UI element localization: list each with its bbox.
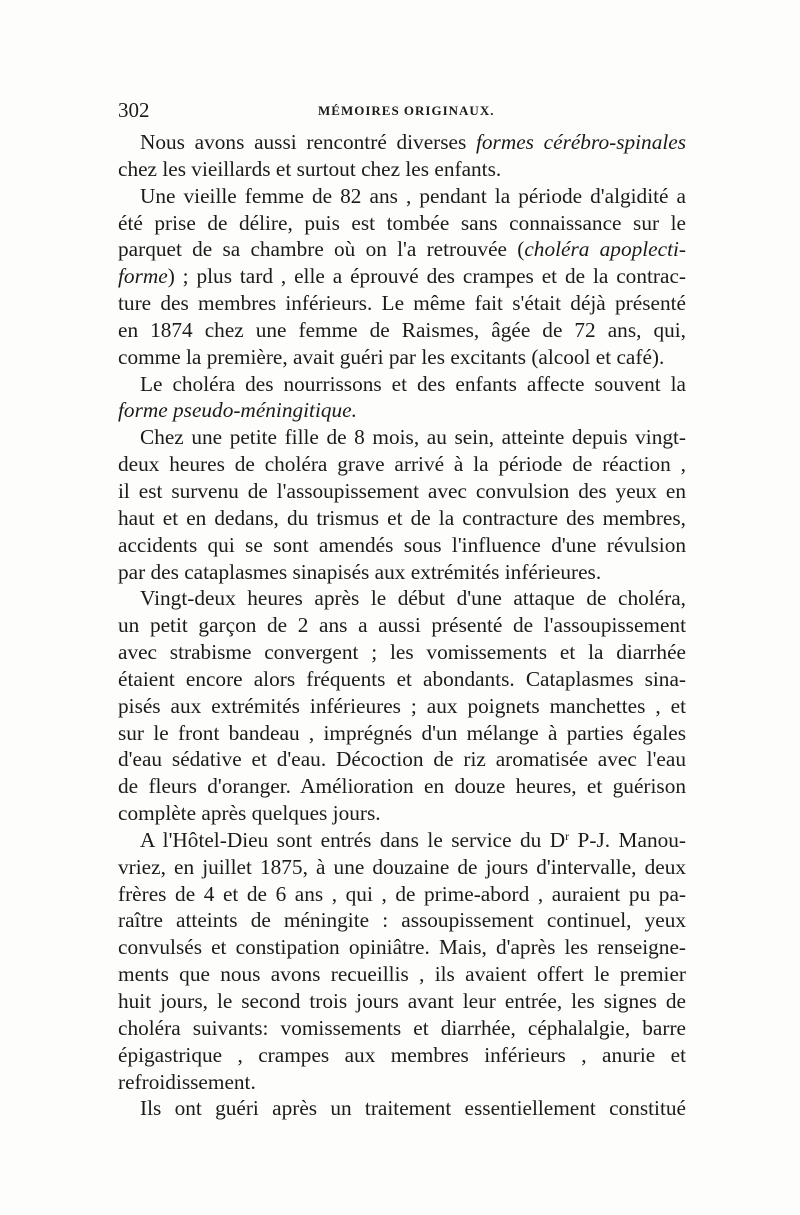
text-line bbox=[118, 210, 686, 237]
paragraph bbox=[118, 827, 686, 1095]
text-run: pisés aux extrémités inférieures ; aux poignets manchettes , et bbox=[118, 693, 686, 718]
text-line bbox=[118, 746, 686, 773]
text-run: Vingt-deux heures après le début d'une attaque de choléra, bbox=[140, 586, 686, 611]
text-line bbox=[118, 800, 686, 827]
text-line bbox=[118, 559, 686, 586]
text-run: ments que nous avons recueillis , ils avaient offert le premier bbox=[118, 962, 686, 987]
text-run: été prise de délire, puis est tombée sans connaissance sur le bbox=[118, 210, 686, 235]
text-line bbox=[118, 881, 686, 908]
text-run: épigastrique , crampes aux membres inférieurs , anurie et bbox=[118, 1042, 686, 1067]
text-run: chez les vieillards et surtout chez les enfants. bbox=[118, 156, 502, 181]
text-line bbox=[118, 934, 686, 961]
text-line bbox=[118, 961, 686, 988]
text-run: Une vieille femme de 82 ans , pendant la période d'algidité a bbox=[140, 183, 686, 208]
text-run: ) ; plus tard , elle a éprouvé des crampes et de la contrac- bbox=[167, 264, 686, 289]
text-run: raître atteints de méningite : assoupissement continuel, yeux bbox=[118, 908, 686, 933]
text-run: frères de 4 et de 6 ans , qui , de prime-abord , auraient pu pa- bbox=[118, 881, 686, 906]
text-line bbox=[118, 1069, 686, 1096]
text-line bbox=[118, 693, 686, 720]
paragraph bbox=[118, 183, 686, 371]
text-run: en 1874 chez une femme de Raismes, âgée de 72 ans, qui, bbox=[118, 317, 686, 342]
paragraph bbox=[118, 1095, 686, 1122]
text-run: comme la première, avait guéri par les excitants (alcool et café). bbox=[118, 344, 665, 369]
text-run: sur le front bandeau , imprégnés d'un mélange à parties égales bbox=[118, 720, 686, 745]
text-run: avec strabisme convergent ; les vomissements et la diarrhée bbox=[118, 640, 686, 665]
text-line bbox=[118, 1095, 686, 1122]
text-run: Ils ont guéri après un traitement essentiellement constitué bbox=[140, 1096, 686, 1121]
text-line bbox=[118, 236, 686, 263]
text-run: Chez une petite fille de 8 mois, au sein, atteinte depuis vingt- bbox=[140, 425, 686, 450]
paragraph bbox=[118, 371, 686, 425]
text-line bbox=[118, 371, 686, 398]
text-line bbox=[118, 397, 686, 424]
text-run: d'eau sédative et d'eau. Décoction de riz aromatisée avec l'eau bbox=[118, 747, 686, 772]
text-line bbox=[118, 129, 686, 156]
italic-run: forme pseudo-méningitique. bbox=[118, 398, 357, 423]
text-run: de fleurs d'oranger. Amélioration en douze heures, et guérison bbox=[118, 774, 686, 799]
running-title: MÉMOIRES ORIGINAUX. bbox=[318, 103, 495, 118]
text-line bbox=[118, 1015, 686, 1042]
text-line bbox=[118, 344, 686, 371]
paragraph bbox=[118, 585, 686, 827]
text-line bbox=[118, 424, 686, 451]
paragraph bbox=[118, 129, 686, 183]
text-line bbox=[118, 317, 686, 344]
text-line bbox=[118, 263, 686, 290]
page-number: 302 bbox=[118, 98, 150, 122]
text-line bbox=[118, 585, 686, 612]
text-run: haut et en dedans, du trismus et de la contracture des membres, bbox=[118, 505, 686, 530]
text-run: Nous avons aussi rencontré diverses bbox=[140, 130, 476, 154]
text-run: ture des membres inférieurs. Le même fait s'était déjà présenté bbox=[118, 291, 686, 316]
text-run: Le choléra des nourrissons et des enfants affecte souvent la bbox=[140, 371, 686, 396]
text-line bbox=[118, 532, 686, 559]
text-line bbox=[118, 183, 686, 210]
text-run: A l'Hôtel-Dieu sont entrés dans le service du D bbox=[140, 827, 566, 852]
text-run: parquet de sa chambre où on l'a retrouvée ( bbox=[118, 237, 525, 262]
text-line bbox=[118, 907, 686, 934]
superscript-run: r bbox=[565, 828, 570, 843]
text-line bbox=[118, 612, 686, 639]
italic-run: choléra apoplecti- bbox=[524, 237, 686, 262]
italic-run: formes cérébro-spinales bbox=[475, 130, 687, 154]
text-line bbox=[118, 720, 686, 747]
text-run: convulsés et constipation opiniâtre. Mais, d'après les renseigne- bbox=[118, 935, 686, 960]
italic-run: forme bbox=[118, 264, 168, 289]
text-line bbox=[118, 451, 686, 478]
text-run: étaient encore alors fréquents et abondants. Cataplasmes sina- bbox=[118, 666, 686, 691]
text-run: il est survenu de l'assoupissement avec convulsion des yeux en bbox=[118, 478, 686, 503]
text-run: vriez, en juillet 1875, à une douzaine de jours d'intervalle, deux bbox=[118, 854, 686, 879]
page-header bbox=[118, 98, 686, 128]
text-line bbox=[118, 988, 686, 1015]
text-run: P-J. Manou- bbox=[569, 827, 686, 852]
text-line bbox=[118, 666, 686, 693]
text-run: un petit garçon de 2 ans a aussi présenté de l'assoupissement bbox=[118, 613, 686, 638]
text-run: complète après quelques jours. bbox=[118, 801, 381, 826]
text-line bbox=[118, 478, 686, 505]
text-line bbox=[118, 505, 686, 532]
text-line bbox=[118, 639, 686, 666]
text-run: huit jours, le second trois jours avant leur entrée, les signes de bbox=[118, 989, 686, 1013]
text-run: choléra suivants: vomissements et diarrhée, céphalalgie, barre bbox=[118, 1015, 686, 1040]
body-text bbox=[118, 129, 686, 1122]
text-line bbox=[118, 773, 686, 800]
text-line bbox=[118, 827, 686, 854]
text-run: refroidissement. bbox=[118, 1069, 256, 1094]
text-run: par des cataplasmes sinapisés aux extrémités inférieures. bbox=[118, 559, 602, 584]
text-line bbox=[118, 156, 686, 183]
text-line bbox=[118, 854, 686, 881]
text-run: accidents qui se sont amendés sous l'influence d'une révulsion bbox=[118, 532, 686, 557]
paragraph bbox=[118, 424, 686, 585]
text-line bbox=[118, 1042, 686, 1069]
text-run: deux heures de choléra grave arrivé à la période de réaction , bbox=[118, 452, 686, 477]
text-line bbox=[118, 290, 686, 317]
